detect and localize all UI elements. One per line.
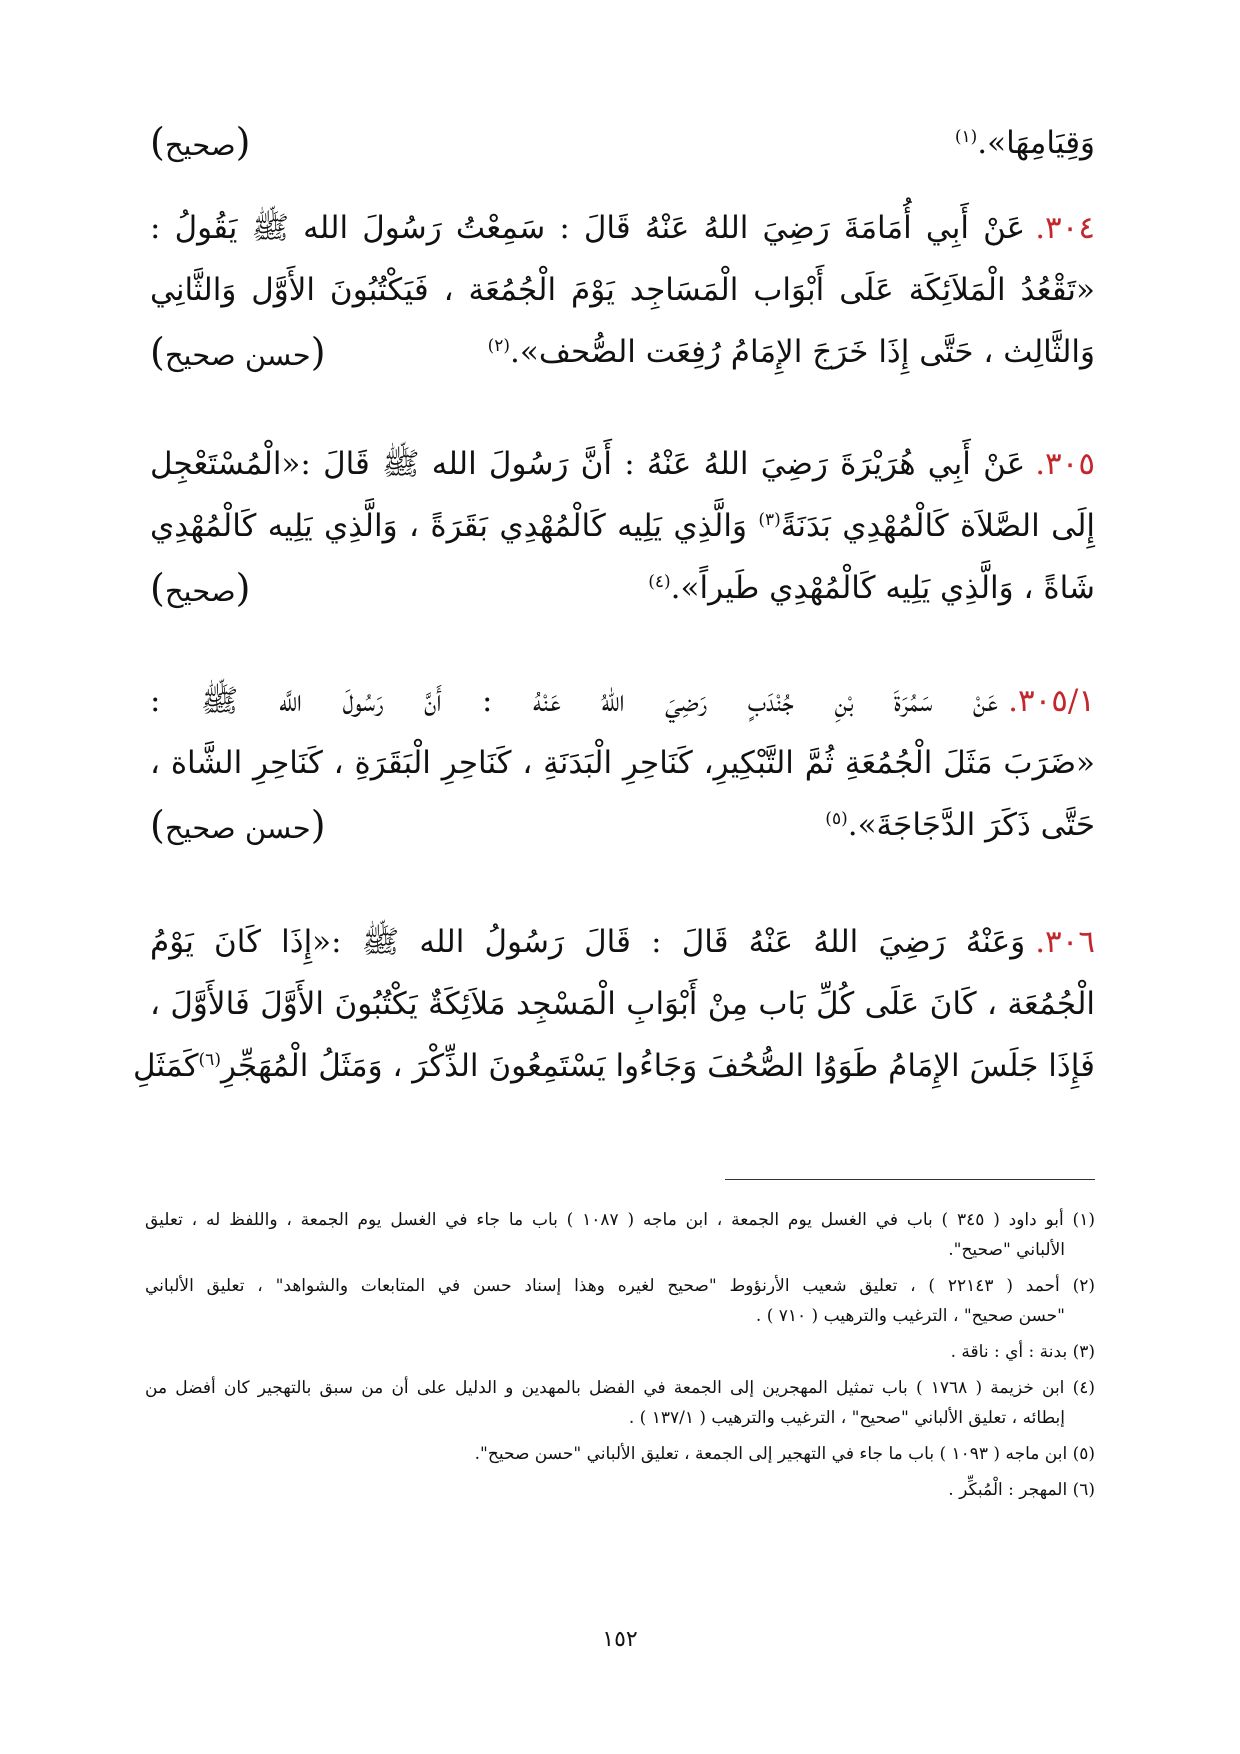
footnote-ref: (٦) [198, 1050, 221, 1070]
grade-label: (حسن صحيح) [150, 330, 326, 374]
footnote-ref: (٢) [487, 336, 511, 356]
hadith-304-line-3 [488, 321, 1095, 383]
hadith-306-line-3 [133, 1035, 1095, 1097]
grade-label: (صحيح) [150, 566, 251, 610]
hadith-305-1-line-3 [825, 794, 1095, 856]
grade-text: صحيح [164, 574, 236, 608]
hadith-305-line-1 [150, 433, 1095, 495]
hadith-number: ٣٠٥/١. [1008, 683, 1095, 719]
grade-label: (حسن صحيح) [150, 803, 326, 847]
grade-text: حسن صحيح [164, 338, 311, 372]
grade-label: (صحيح) [150, 120, 251, 164]
hadith-305-line-2 [150, 495, 1095, 557]
hadith-305-line-3 [648, 557, 1095, 619]
hadith-text: «ضَرَبَ مَثَلَ الْجُمُعَةِ ثُمَّ التَّبْكِيرِ، كَنَاحِرِ الْبَدَنَةِ ، كَنَاحِرِ الْبَقَرَةِ ، كَنَاحِرِ الشَّاة ، [150, 745, 1095, 781]
hadith-text: الْجُمُعَة ، كَانَ عَلَى كُلِّ بَاب مِنْ أَبْوَابِ الْمَسْجِد مَلاَئِكَةٌ يَكْتُبُونَ الأَوَّلَ فَالأَوَّلَ ، [150, 986, 1095, 1022]
hadith-304-line-2 [150, 259, 1095, 321]
footnote-separator [725, 1179, 1095, 1180]
footnote-ref: (٤) [648, 572, 671, 592]
hadith-text: إِلَى الصَّلاَة كَالْمُهْدِي بَدَنَةً [780, 508, 1096, 544]
footnote-2-line-2: "حسن صحيح" ، الترغيب والترهيب ( ٧١٠ ) . [755, 1306, 1065, 1326]
grade-text: صحيح [164, 128, 236, 162]
footnote-ref: (١) [954, 127, 978, 147]
hadith-text: حَتَّى ذَكَرَ الدَّجَاجَةَ». [847, 807, 1095, 843]
footnote-ref: (٥) [825, 809, 848, 829]
hadith-text: «تَقْعُدُ الْمَلاَئِكَة عَلَى أَبْوَاب الْمَسَاجِد يَوْمَ الْجُمُعَة ، فَيَكْتُبُونَ الأَوَّل وَالثَّانِي [150, 272, 1095, 308]
hadith-text: كَمَثَلِ [133, 1048, 199, 1084]
footnote-1-line-1: (١) أبو داود ( ٣٤٥ ) باب في الغسل يوم الجمعة ، ابن ماجه ( ١٠٨٧ ) باب ما جاء في الغسل يوم الجمعة ، واللفظ له ، تعليق [145, 1210, 1095, 1230]
hadith-text: وَالثَّالِث ، حَتَّى إِذَا خَرَجَ الإِمَامُ رُفِعَت الصُّحف». [510, 334, 1095, 370]
hadith-number: ٣٠٥. [1035, 446, 1095, 482]
hadith-text: عَنْ أَبِي هُرَيْرَةَ رَضِيَ اللهُ عَنْهُ : أَنَّ رَسُولَ الله ﷺ قَالَ :«الْمُسْتَعْجِل [150, 446, 1026, 482]
hadith-306-line-2 [150, 973, 1095, 1035]
footnote-6: (٦) المهجر : الْمُبكِّر . [948, 1480, 1095, 1500]
footnote-2-line-1: (٢) أحمد ( ٢٢١٤٣ ) ، تعليق شعيب الأرنؤوط "صحيح لغيره وهذا إسناد حسن في المتابعات والشواهد" ، تعليق الألباني [145, 1276, 1096, 1296]
hadith-text: شَاةً ، وَالَّذِي يَلِيه كَالْمُهْدِي طَيراً». [670, 570, 1095, 606]
hadith-text: فَإِذَا جَلَسَ الإِمَامُ طَوَوُا الصُّحُفَ وَجَاءُوا يَسْتَمِعُونَ الذِّكْرَ ، وَمَثَلُ الْمُهَجِّرِ [220, 1048, 1095, 1084]
hadith-304-line-1 [150, 197, 1095, 259]
footnote-4-line-1: (٤) ابن خزيمة ( ١٧٦٨ ) باب تمثيل المهجرين إلى الجمعة في الفضل بالمهدين و الدليل على أن من سبق بالتهجير كان أفضل من [145, 1378, 1095, 1398]
footnote-1-line-2: الألباني "صحيح". [948, 1240, 1065, 1260]
hadith-text: عَنْ سَمُرَةَ بْنِ جُنْدَبٍ رَضِيَ اللهُ عَنْهُ : أَنَّ رَسُولَ اللَّه ﷺ : [150, 683, 999, 719]
hadith-number: ٣٠٦. [1035, 924, 1095, 960]
hadith-305-1-line-1 [150, 670, 1095, 732]
hadith-305-1-line-2 [150, 732, 1095, 794]
hadith-text: عَنْ أَبِي أُمَامَةَ رَضِيَ اللهُ عَنْهُ قَالَ : سَمِعْتُ رَسُولَ الله ﷺ يَقُولُ : [150, 210, 1026, 246]
footnote-ref: (٣) [758, 510, 781, 530]
hadith-306-line-1 [150, 911, 1095, 973]
hadith-text-line [955, 112, 1095, 174]
grade-text: حسن صحيح [164, 811, 311, 845]
hadith-number: ٣٠٤. [1035, 210, 1095, 246]
hadith-text: وَالَّذِي يَلِيه كَالْمُهْدِي بَقَرَةً ، وَالَّذِي يَلِيه كَالْمُهْدِي [150, 508, 747, 544]
footnote-5: (٥) ابن ماجه ( ١٠٩٣ ) باب ما جاء في التهجير إلى الجمعة ، تعليق الألباني "حسن صحيح". [474, 1444, 1095, 1464]
page-number: ١٥٢ [602, 1627, 638, 1652]
hadith-text: وَعَنْهُ رَضِيَ اللهُ عَنْهُ قَالَ : قَالَ رَسُولُ الله ﷺ :«إِذَا كَانَ يَوْمُ [150, 924, 1026, 960]
hadith-text: وَقِيَامِهَا». [977, 125, 1095, 161]
footnote-4-line-2: إبطائه ، تعليق الألباني "صحيح" ، الترغيب والترهيب ( ١٣٧/١ ) . [628, 1408, 1065, 1428]
footnote-3: (٣) بدنة : أي : ناقة . [950, 1342, 1095, 1362]
